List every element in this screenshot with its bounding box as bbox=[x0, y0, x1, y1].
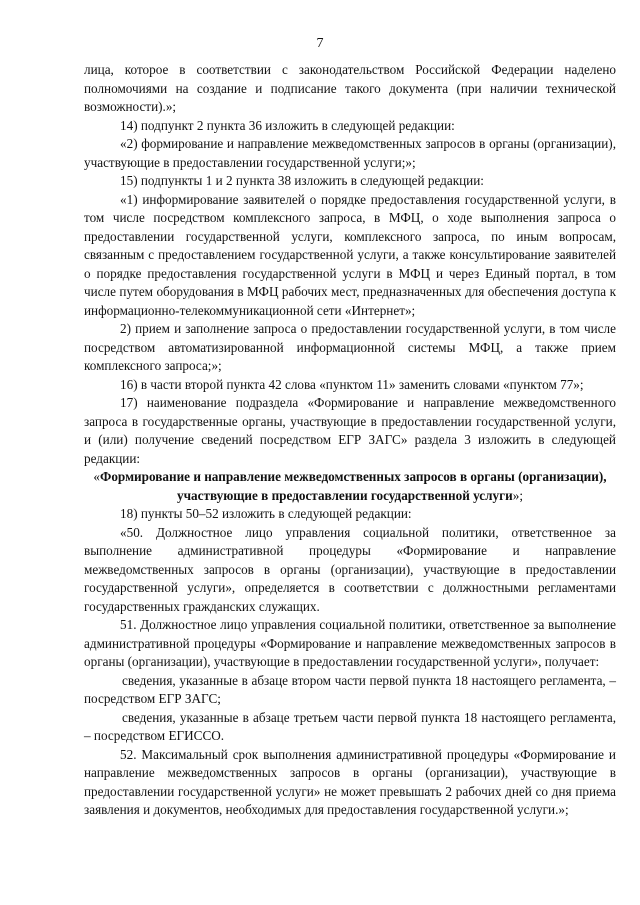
paragraph: 16) в части второй пункта 42 слова «пунктом 11» заменить словами «пунктом 77»; bbox=[120, 376, 584, 392]
paragraph: 18) пункты 50–52 изложить в следующей редакции: bbox=[120, 506, 412, 521]
heading-bold-text: Формирование и направление межведомственных запросов в органы (организации), участвующие в предоставлении государственной услуги bbox=[100, 469, 607, 503]
page-number: 7 bbox=[316, 36, 324, 51]
paragraph: сведения, указанные в абзаце втором части первой пункта 18 настоящего регламента, – посредством ЕГР ЗАГС; bbox=[84, 672, 616, 706]
paragraph: «1) информирование заявителей о порядке предоставления государственной услуги, в том числе посредством комплексного запроса, в МФЦ, о ходе выполнения запроса о предоставлении государственной услуги, комплексного запроса, по иным вопросам, связанным с предоставлением государственной услуги, а также консультирование заявителей о порядке предоставления государственной услуги в МФЦ и через Единый портал, в том числе путем оборудования в МФЦ рабочих мест, предназначенных для обеспечения доступа к информационно-телекоммуникационной сети «Интернет»; bbox=[84, 191, 616, 318]
heading-close: »; bbox=[512, 487, 524, 503]
paragraph: 14) подпункт 2 пункта 36 изложить в следующей редакции: bbox=[120, 117, 455, 133]
paragraph: 52. Максимальный срок выполнения административной процедуры «Формирование и направление межведомственных запросов в органы (организации), участвующие в предоставлении государственной услуги» не может превышать 2 рабочих дней со дня приема заявления и документов, необходимых для предоставления государственной услуги.»; bbox=[84, 746, 616, 817]
document-body bbox=[84, 61, 616, 820]
paragraph: лица, которое в соответствии с законодательством Российской Федерации наделено полномочиями на создание и подписание такого документа (при наличии технической возможности).»; bbox=[84, 62, 616, 114]
paragraph: 2) прием и заполнение запроса о предоставлении государственной услуги, в том числе посредством автоматизированной информационной системы МФЦ, а также прием комплексного запроса;»; bbox=[84, 321, 616, 373]
paragraph: «2) формирование и направление межведомственных запросов в органы (организации), участвующие в предоставлении государственной услуги;»; bbox=[84, 136, 616, 170]
section-heading bbox=[84, 468, 616, 505]
paragraph: «50. Должностное лицо управления социальной политики, ответственное за выполнение административной процедуры «Формирование и направление межведомственных запросов в органы (организации), участвующие в предоставлении государственной услуги», определяется в соответствии с должностными регламентами государственных гражданских служащих. bbox=[84, 524, 616, 614]
paragraph: 17) наименование подраздела «Формирование и направление межведомственного запроса в государственные органы, участвующие в предоставлении государственной услуги, и (или) получение сведений посредством ЕГР ЗАГС» раздела 3 изложить в следующей редакции: bbox=[84, 395, 616, 466]
paragraph: сведения, указанные в абзаце третьем части первой пункта 18 настоящего регламента, – посредством ЕГИССО. bbox=[84, 709, 616, 743]
heading-open-quote: « bbox=[93, 469, 101, 484]
paragraph: 51. Должностное лицо управления социальной политики, ответственное за выполнение административной процедуры «Формирование и направление межведомственных запросов в органы (организации), участвующие в предоставлении государственной услуги», получает: bbox=[84, 617, 616, 669]
paragraph: 15) подпункты 1 и 2 пункта 38 изложить в следующей редакции: bbox=[120, 173, 484, 188]
